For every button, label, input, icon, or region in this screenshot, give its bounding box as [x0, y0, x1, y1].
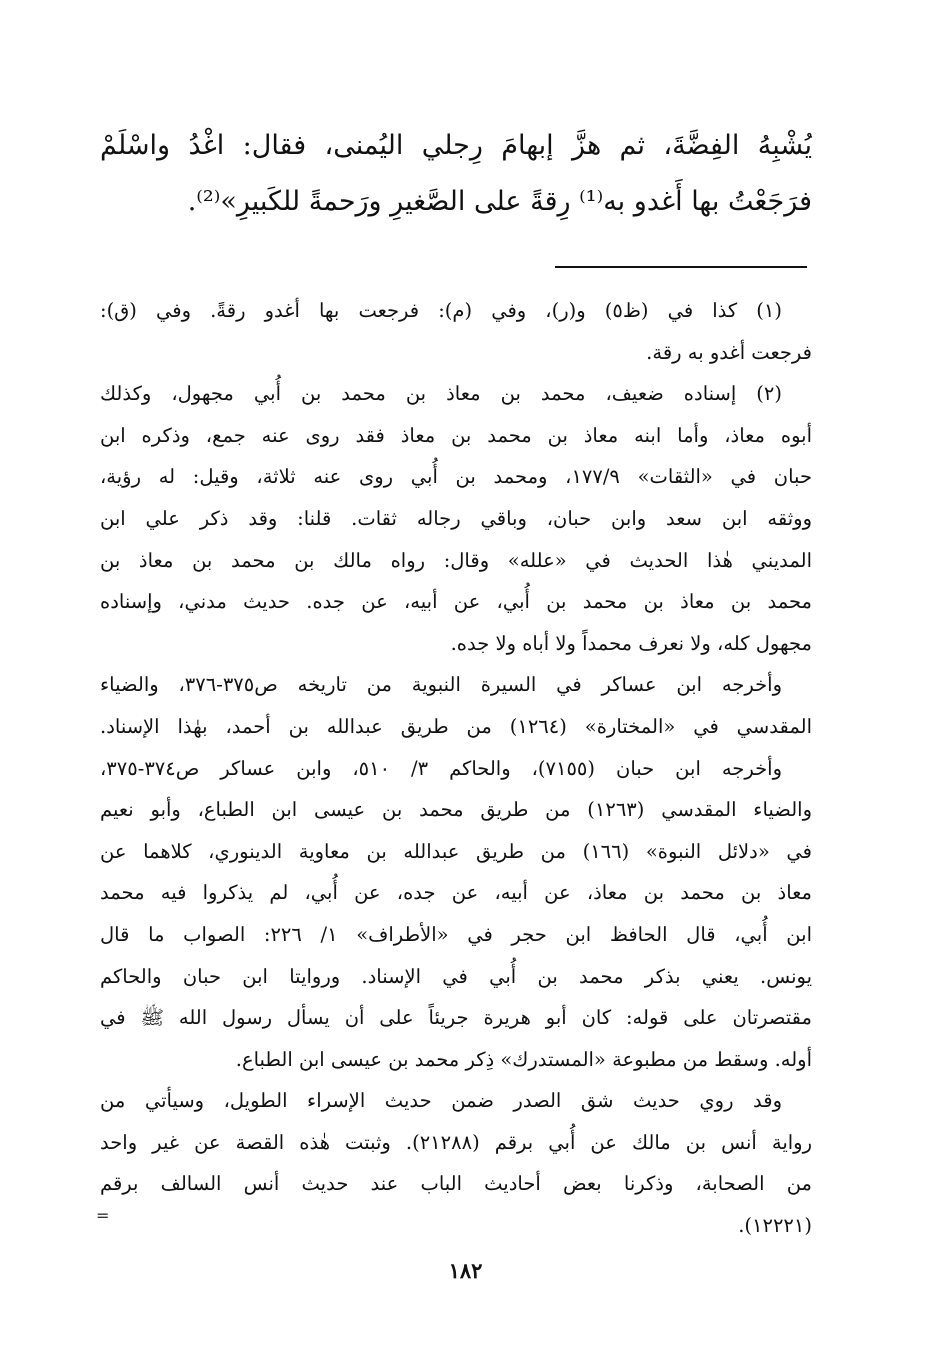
main-text-line: فرَجَعْتُ بها أَغدو به⁽¹⁾ رِقةً على الصَّغيرِ ورَحمةً للكَبيرِ»⁽²⁾.: [187, 186, 812, 217]
footnote-line: والضياء المقدسي (١٢٦٣) من طريق محمد بن عيسى ابن الطباع، وأبو نعيم: [100, 798, 812, 822]
footnote-line: وأخرجه ابن عساكر في السيرة النبوية من تاريخه ص٣٧٥-٣٧٦، والضياء: [100, 673, 782, 697]
footnote-divider: [555, 266, 807, 268]
footnote-line: حبان في «الثقات» ١٧٧/٩، ومحمد بن أُبي روى عنه ثلاثة، وقيل: له رؤية،: [100, 465, 812, 489]
footnotes-block: [100, 290, 812, 1247]
page-number: ١٨٢: [448, 1258, 483, 1283]
continuation-mark: =: [96, 1206, 110, 1225]
main-text-line: يُشْبِهُ الفِضَّةَ، ثم هزَّ إبهامَ رِجلي اليُمنى، فقال: اغْدُ واسْلَمْ: [100, 130, 812, 161]
footnote-line: ابن أُبي، قال الحافظ ابن حجر في «الأطراف» ١/ ٢٢٦: الصواب ما قال: [100, 922, 812, 946]
footnote-line: من الصحابة، وذكرنا بعض أحاديث الباب عند حديث أنس السالف برقم: [100, 1172, 812, 1196]
footnote-line: رواية أنس بن مالك عن أُبي برقم (٢١٢٨٨). وثبتت هٰذه القصة عن غير واحد: [100, 1130, 812, 1154]
footnote-line: في «دلائل النبوة» (١٦٦) من طريق عبدالله بن معاوية الدينوري، كلاهما عن: [100, 839, 812, 863]
footnote-line: (٢) إسناده ضعيف، محمد بن معاذ بن محمد بن أُبي مجهول، وكذلك: [100, 382, 782, 406]
footnote-line: مقتصرتان على قوله: كان أبو هريرة جريئاً على أن يسأل رسول الله ﷺ في: [100, 1006, 812, 1030]
footnote-line: ووثقه ابن سعد وابن حبان، وباقي رجاله ثقات. قلنا: وقد ذكر علي ابن: [100, 506, 812, 530]
footnote-line: وأخرجه ابن حبان (٧١٥٥)، والحاكم ٣/ ٥١٠، وابن عساكر ص٣٧٤-٣٧٥،: [100, 756, 782, 780]
footnote-line: يونس. يعني بذكر محمد بن أُبي في الإسناد. وروايتا ابن حبان والحاكم: [100, 964, 812, 988]
footnote-line: مجهول كله، ولا نعرف محمداً ولا أباه ولا جده.: [450, 631, 812, 655]
main-text-block: [100, 118, 812, 230]
footnote-line: (١) كذا في (ظ٥) و(ر)، وفي (م): فرجعت بها أغدو رقةً. وفي (ق):: [100, 299, 782, 322]
footnote-line: المقدسي في «المختارة» (١٢٦٤) من طريق عبدالله بن أحمد، بهٰذا الإسناد.: [100, 714, 812, 738]
footnote-line: أبوه معاذ، وأما ابنه معاذ بن محمد بن معاذ فقد روى عنه جمع، وذكره ابن: [100, 423, 812, 447]
footnote-line: وقد روي حديث شق الصدر ضمن حديث الإسراء الطويل، وسيأتي من: [100, 1089, 782, 1113]
footnote-line: فرجعت أغدو به رقة.: [646, 340, 812, 364]
footnote-line: معاذ بن محمد بن معاذ، عن أبيه، عن جده، عن أُبي، لم يذكروا فيه محمد: [100, 881, 812, 905]
footnote-line: (١٢٢٢١).: [738, 1214, 812, 1238]
footnote-line: المديني هٰذا الحديث في «علله» وقال: رواه مالك بن محمد بن معاذ بن: [100, 548, 812, 572]
footnote-line: محمد بن معاذ بن محمد بن أُبي، عن أبيه، عن جده. حديث مدني، وإسناده: [100, 590, 812, 614]
footnote-line: أوله. وسقط من مطبوعة «المستدرك» ذِكر محمد بن عيسى ابن الطباع.: [235, 1047, 812, 1071]
